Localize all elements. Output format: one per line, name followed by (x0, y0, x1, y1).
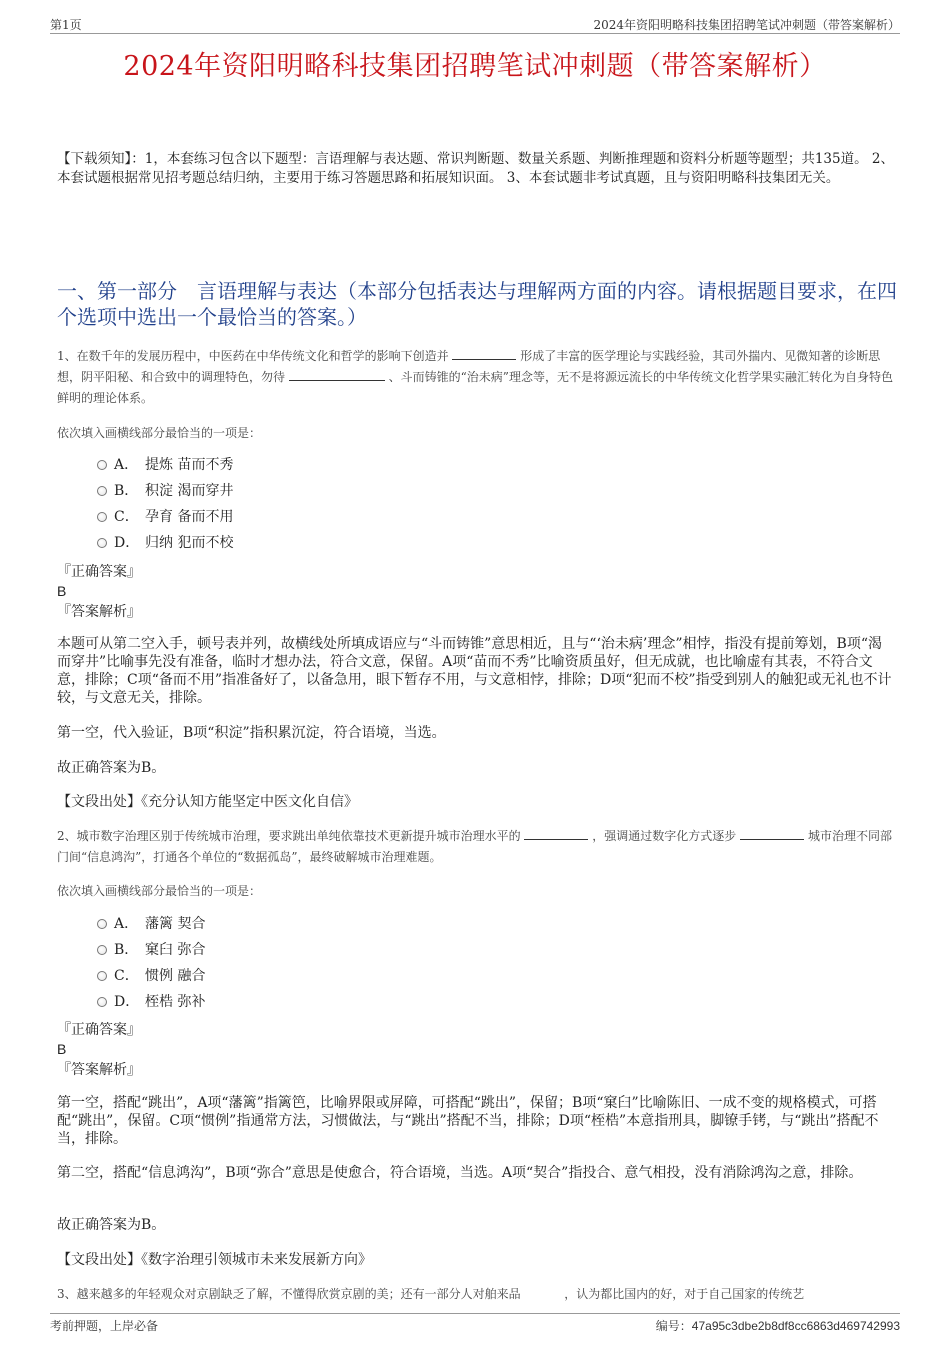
question-2-source: 【文段出处】《数字治理引领城市未来发展新方向》 (57, 1252, 372, 1268)
header-doc-title: 2024年资阳明略科技集团招聘笔试冲刺题（带答案解析） (593, 18, 900, 32)
radio-icon[interactable] (97, 945, 107, 955)
question-2-option-a[interactable] (97, 911, 205, 937)
footer-slogan: 考前押题，上岸必备 (50, 1319, 159, 1333)
question-2-analysis-2: 第二空，搭配“信息鸿沟”，B项“弥合”意思是使愈合，符合语境，当选。A项“契合”指投合、意气相投，没有消除鸿沟之意，排除。 (57, 1165, 863, 1181)
question-1-text-part1: 1、在数千年的发展历程中，中医药在中华传统文化和哲学的影响下创造并 (57, 349, 449, 363)
question-1-analysis-3: 故正确答案为B。 (57, 760, 166, 776)
question-2-text-part3: 城市治理不同部门间“信息鸿沟”，打通各个单位的“数据孤岛”，最终破解城市治理难题。 (57, 829, 892, 864)
question-2-analysis-1: 第一空，搭配“跳出”，A项“藩篱”指篱笆，比喻界限或屏障，可搭配“跳出”，保留；B项“窠臼”比喻陈旧、一成不变的规格模式，可搭配“跳出”，保留。C项“惯例”指通常方法，习惯做法，与“跳出”搭配不当，排除；D项“桎梏”本意指刑具，脚镣手铐，与“跳出”搭配不当，排除。 (57, 1095, 879, 1147)
option-letter: D． (114, 535, 140, 551)
question-1-prompt: 依次填入画横线部分最恰当的一项是： (57, 426, 262, 440)
question-1-text (57, 346, 899, 409)
analysis-label: 『答案解析』 (57, 603, 141, 619)
footer-code (656, 1317, 900, 1334)
correct-answer-value: B (57, 583, 67, 599)
question-2-text-part2: ，强调通过数字化方式逐步 (592, 829, 737, 843)
question-2-text-part1: 2、城市数字治理区别于传统城市治理，要求跳出单纯依靠技术更新提升城市治理水平的 (57, 829, 521, 843)
question-2-text (57, 826, 899, 868)
section-title: 一、第一部分 言语理解与表达（本部分包括表达与理解两方面的内容。请根据题目要求，在四个选项中选出一个最恰当的答案。） (57, 279, 897, 329)
question-1-analysis-1: 本题可从第二空入手，顿号表并列，故横线处所填成语应与“斗而铸锥”意思相近，且与“‘治未病’理念”相悖，指没有提前筹划，B项“渴而穿井”比喻事先没有准备，临时才想办法，符合文意，保留。A项“苗而不秀”比喻资质虽好，但无成就，也比喻虚有其表，不符合文意，排除；C项“备而不用”指准备好了，以备急用，眼下暂存不用，与文意相悖，排除；D项“犯而不校”指受到别人的触犯或无礼也不计较，与文意无关，排除。 (57, 636, 892, 706)
question-1-source: 【文段出处】《充分认知方能坚定中医文化自信》 (57, 794, 358, 810)
analysis-label: 『答案解析』 (57, 1061, 141, 1077)
question-1-option-a[interactable] (97, 452, 233, 478)
download-notice: 【下载须知】：1，本套练习包含以下题型：言语理解与表达题、常识判断题、数量关系题、判断推理题和资料分析题等题型；共135道。 2、本套试题根据常见招考题总结归纳，主要用于练习答题思路和拓展知识面。 3、本套试题非考试真题，且与资阳明略科技集团无关。 (57, 151, 894, 186)
radio-icon[interactable] (97, 971, 107, 981)
radio-icon[interactable] (97, 997, 107, 1007)
question-2-blank-1 (524, 826, 588, 840)
footer-code-value: 47a95c3dbe2b8df8cc6863d469742993 (691, 1319, 900, 1333)
page-number: 第1页 (50, 18, 82, 32)
option-text: 提炼 苗而不秀 (145, 457, 234, 473)
document-title: 2024年资阳明略科技集团招聘笔试冲刺题（带答案解析） (123, 51, 827, 82)
question-2-analysis-3: 故正确答案为B。 (57, 1217, 166, 1233)
question-2-blank-2 (740, 826, 804, 840)
question-3-text-part1: 3、越来越多的年轻观众对京剧缺乏了解，不懂得欣赏京剧的美；还有一部分人对舶来品 (57, 1287, 521, 1301)
question-3-text-part2: ，认为都比国内的好，对于自己国家的传统艺 (564, 1287, 805, 1301)
option-text: 孕育 备而不用 (145, 509, 234, 525)
radio-icon[interactable] (97, 919, 107, 929)
question-1-blank-1 (452, 346, 516, 360)
radio-icon[interactable] (97, 460, 107, 470)
radio-icon[interactable] (97, 538, 107, 548)
option-text: 归纳 犯而不校 (145, 535, 234, 551)
question-2-option-d[interactable] (97, 989, 205, 1015)
question-1-option-c[interactable] (97, 504, 233, 530)
radio-icon[interactable] (97, 486, 107, 496)
question-1-options (97, 452, 233, 556)
question-2-answer-block (57, 1019, 141, 1079)
question-1-analysis-2: 第一空，代入验证，B项“积淀”指积累沉淀，符合语境，当选。 (57, 725, 446, 741)
option-letter: D． (114, 994, 140, 1010)
question-1-blank-2 (289, 367, 385, 381)
page-header (50, 14, 900, 34)
option-text: 惯例 融合 (145, 968, 206, 984)
option-text: 积淀 渴而穿井 (145, 483, 234, 499)
option-letter: B． (114, 942, 139, 958)
question-1-text-part2: 形成了丰富的医学理论与实践经验，其司外揣内、见微知著的诊断思想，阴平阳秘、和合致中的调理特色，勿待 (57, 349, 881, 384)
question-1-option-b[interactable] (97, 478, 233, 504)
question-2-options (97, 911, 205, 1015)
option-text: 藩篱 契合 (145, 916, 206, 932)
option-letter: A． (114, 916, 139, 932)
option-letter: C． (114, 509, 139, 525)
question-1-option-d[interactable] (97, 530, 233, 556)
question-1-answer-block (57, 561, 141, 621)
correct-answer-label: 『正确答案』 (57, 563, 141, 579)
option-letter: B． (114, 483, 139, 499)
option-letter: C． (114, 968, 139, 984)
question-3-text (57, 1284, 899, 1306)
radio-icon[interactable] (97, 512, 107, 522)
correct-answer-label: 『正确答案』 (57, 1021, 141, 1037)
question-2-prompt: 依次填入画横线部分最恰当的一项是： (57, 884, 262, 898)
question-1-text-part3: 、斗而铸锥的“治未病”理念等，无不是将源远流长的中华传统文化哲学果实融汇转化为自身特色鲜明的理论体系。 (57, 370, 893, 405)
question-2-option-b[interactable] (97, 937, 205, 963)
option-text: 窠臼 弥合 (145, 942, 206, 958)
option-text: 桎梏 弥补 (145, 994, 206, 1010)
footer-code-label: 编号： (655, 1319, 692, 1333)
page-footer (50, 1313, 900, 1333)
question-2-option-c[interactable] (97, 963, 205, 989)
correct-answer-value: B (57, 1041, 67, 1057)
option-letter: A． (114, 457, 139, 473)
